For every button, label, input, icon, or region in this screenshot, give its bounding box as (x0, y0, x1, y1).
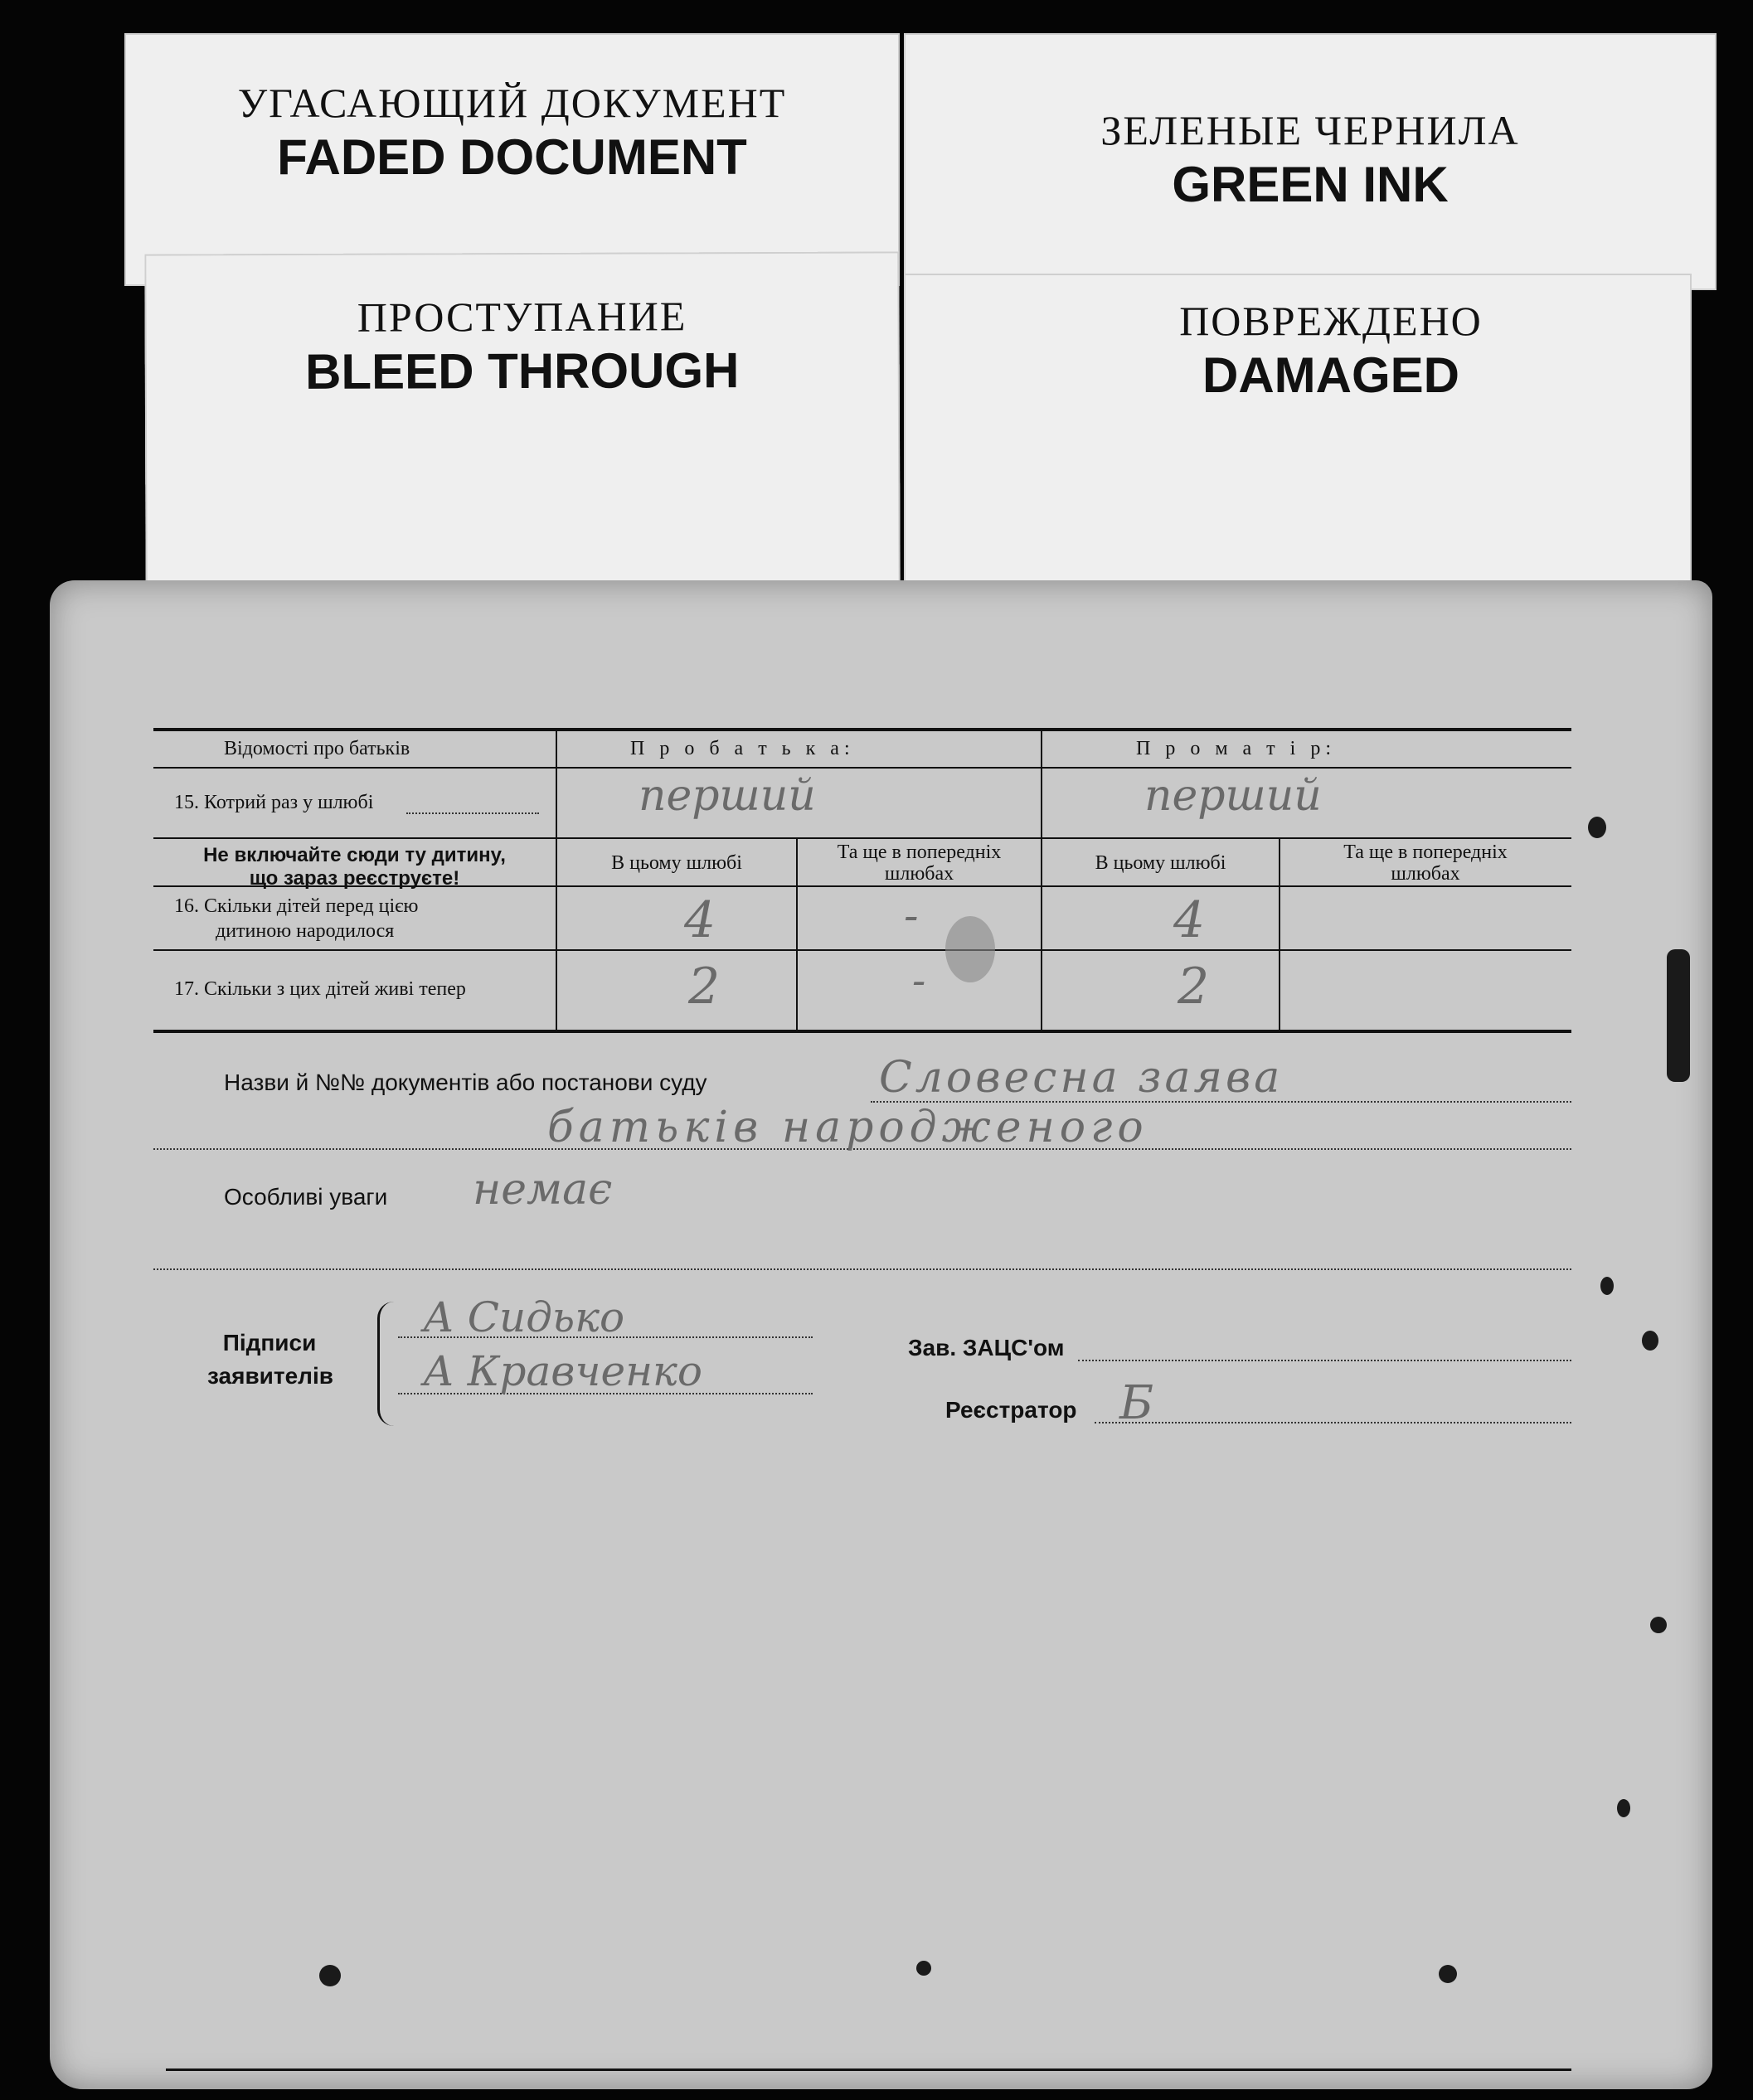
father-previous-marriages-header (798, 841, 1041, 885)
row15-leader (406, 812, 539, 814)
row15-mother-value: перший (1144, 771, 1322, 821)
warning-note (158, 844, 551, 890)
registry-head-line (1078, 1360, 1571, 1361)
signatures-label-line-1: Підписи (222, 1330, 317, 1356)
damage-tear (1667, 949, 1690, 1082)
signatures-brace (377, 1302, 395, 1426)
ink-stain (945, 916, 995, 982)
damage-hole (1588, 817, 1606, 838)
signature-2: А Кравченко (423, 1347, 702, 1395)
header-parents-info: Відомості про батьків (224, 738, 410, 759)
header-father: П р о б а т ь к а: (630, 738, 855, 759)
registrar-label: Реєстратор (945, 1397, 1077, 1423)
bleed-through-en: BLEED THROUGH (304, 342, 740, 400)
table-line (153, 767, 1571, 769)
documents-label: Назви й №№ документів або постанови суду (224, 1069, 707, 1095)
notes-label: Особливі уваги (224, 1184, 388, 1210)
header-mother: П р о м а т і р: (1136, 738, 1336, 759)
row17-father-this: 2 (688, 958, 721, 1016)
table-divider (1041, 730, 1042, 1031)
table-divider (556, 730, 557, 1031)
row15-label: 15. Котрий раз у шлюбі (174, 792, 374, 813)
damage-hole (1600, 1277, 1614, 1295)
registry-head-label: Зав. ЗАЦС'ом (908, 1335, 1065, 1360)
warning-line-2: що зараз реєструєте! (249, 867, 460, 890)
father-this-marriage-header: В цьому шлюбі (611, 852, 742, 874)
row16-mother-this: 4 (1173, 891, 1206, 949)
signatures-label (207, 1326, 332, 1393)
documents-value-1: Словесна заява (879, 1053, 1284, 1103)
row17-mother-this: 2 (1178, 958, 1210, 1016)
mother-prev-line-2: шлюбах (1391, 863, 1460, 885)
row16-father-this: 4 (684, 891, 716, 949)
row17-father-prev: - (912, 958, 926, 1004)
damaged-card (904, 274, 1692, 605)
green-ink-en: GREEN INK (1172, 157, 1449, 212)
green-ink-ru: ЗЕЛЕНЫЕ ЧЕРНИЛА (1100, 107, 1520, 153)
damage-hole (1642, 1331, 1658, 1351)
row16-label-line-1: 16. Скільки дітей перед цією (174, 895, 419, 917)
green-ink-card (904, 33, 1717, 290)
row16-label-line-2: дитиною народилося (216, 920, 395, 942)
damage-hole (916, 1961, 931, 1976)
table-line (153, 949, 1571, 951)
signature-1: А Сидько (423, 1293, 625, 1341)
bleed-through-ru: ПРОСТУПАНИЕ (357, 293, 687, 341)
father-prev-line-1: Та ще в попередніх (837, 841, 1002, 863)
row16-father-prev: - (904, 891, 919, 941)
damage-hole (1439, 1965, 1457, 1983)
damaged-ru: ПОВРЕЖДЕНО (1179, 298, 1483, 344)
mother-prev-line-1: Та ще в попередніх (1343, 841, 1508, 863)
damaged-en: DAMAGED (1202, 347, 1459, 403)
faded-document-en: FADED DOCUMENT (277, 129, 747, 185)
warning-line-1: Не включайте сюди ту дитину, (203, 844, 506, 866)
registrar-signature: Б (1119, 1376, 1154, 1430)
mother-this-marriage-header: В цьому шлюбі (1095, 852, 1226, 874)
father-prev-line-2: шлюбах (884, 863, 954, 885)
damage-hole (1650, 1617, 1667, 1633)
signatures-label-line-2: заявителів (207, 1363, 333, 1389)
table-line (153, 837, 1571, 839)
faded-document-card (124, 33, 900, 286)
faded-document-ru: УГАСАЮЩИЙ ДОКУМЕНТ (237, 80, 787, 126)
registrar-line (1095, 1422, 1571, 1423)
damage-hole (1617, 1799, 1630, 1817)
table-top-rule (153, 728, 1571, 731)
table-bottom-rule (153, 1030, 1571, 1033)
row15-father-value: перший (639, 771, 816, 821)
row16-label (174, 894, 418, 943)
notes-value: немає (473, 1165, 613, 1215)
notes-line (153, 1268, 1571, 1270)
documents-value-2: батьків народженого (547, 1103, 1148, 1152)
mother-previous-marriages-header (1280, 841, 1571, 885)
bleed-through-card (144, 251, 900, 594)
bottom-rule (166, 2068, 1571, 2071)
damage-hole (319, 1965, 341, 1986)
row17-label: 17. Скільки з цих дітей живі тепер (174, 978, 466, 1000)
registration-form-sheet (50, 580, 1712, 2089)
